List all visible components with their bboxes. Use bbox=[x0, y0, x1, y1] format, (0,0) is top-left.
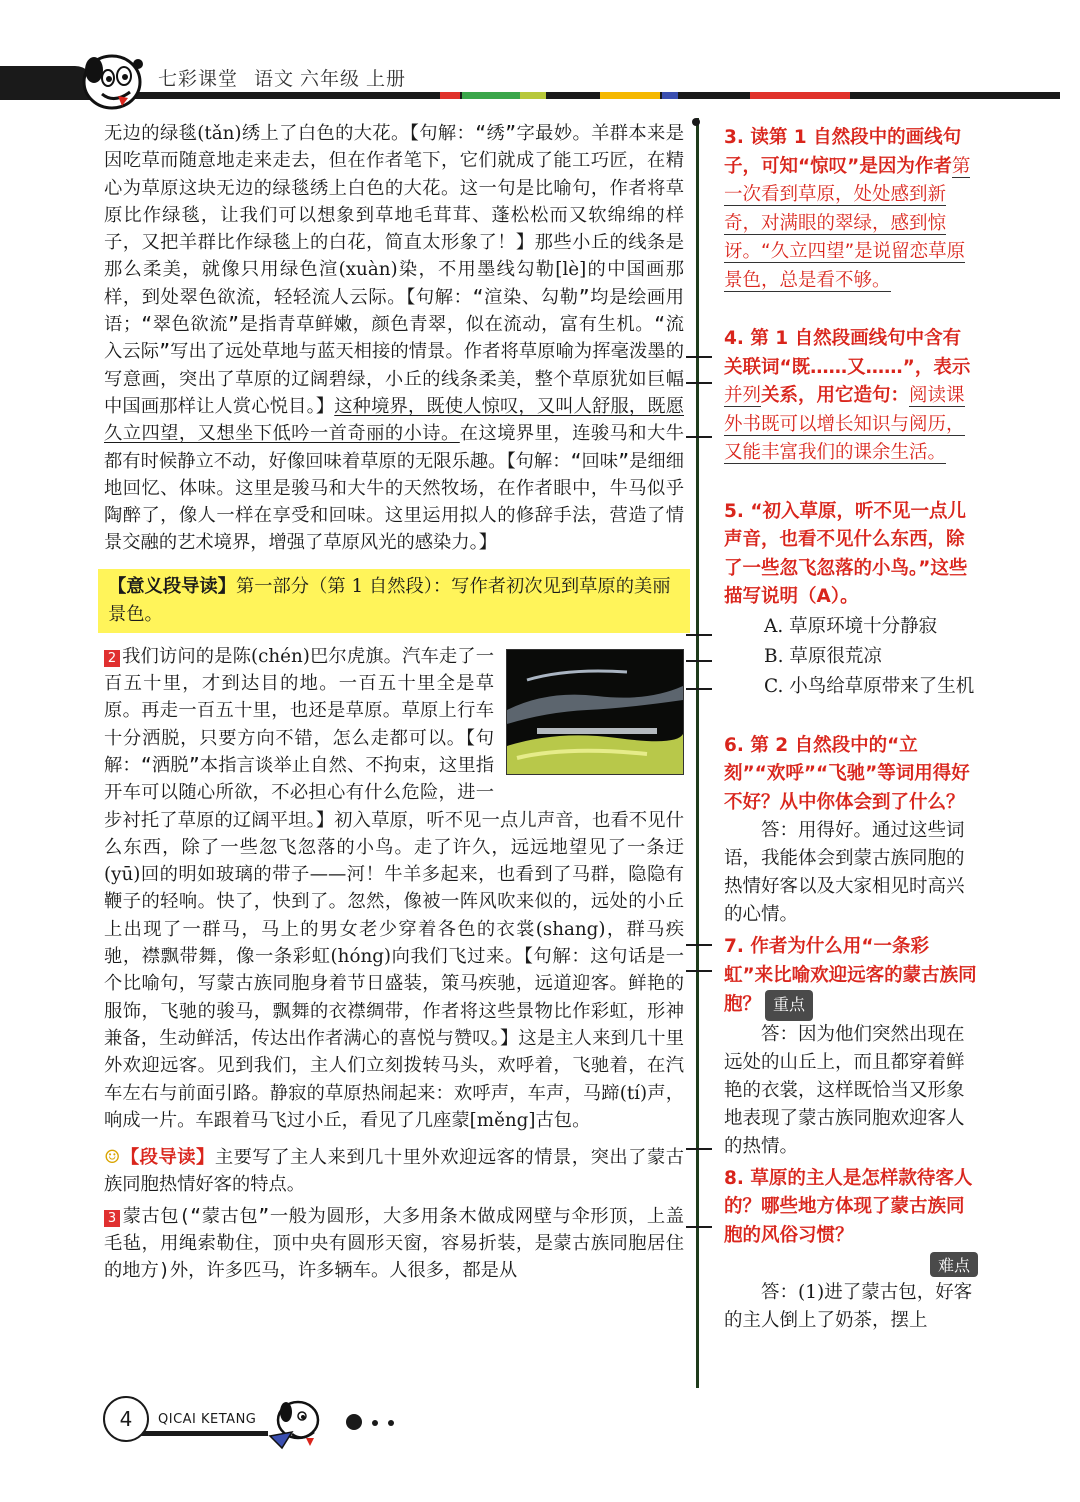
divider-tick bbox=[686, 382, 712, 384]
difficult-point-badge: 难点 bbox=[930, 1252, 978, 1277]
para3-end: 外，许多匹马，许多辆车。人很多，都是从 bbox=[169, 1260, 518, 1282]
footer-dot-small bbox=[388, 1420, 394, 1426]
paragraph-3 bbox=[104, 1203, 684, 1285]
question-column bbox=[724, 124, 978, 1335]
annotation-caihong: 【句解：这句话是一个比喻句，写蒙古族同胞身着节日盛装，策马疾驰，远道迎客。鲜艳的服饰，飞驰的骏马，飘舞的衣襟绸带，作者将这些景物比作彩虹，形神兼备，生动鲜活，传达出作者满心的喜悦与赞叹。】 bbox=[104, 946, 684, 1049]
question-4-mid: 关系，用它造句： bbox=[761, 385, 910, 406]
question-6-text: 6. 第 2 自然段中的“立刻”“欢呼”“飞驰”等词用得好不好？从中你体会到了什么？ bbox=[724, 734, 970, 813]
question-4-relation: 并列 bbox=[724, 385, 762, 406]
divider-tick bbox=[686, 970, 712, 972]
footer-brand: QICAI KETANG bbox=[158, 1412, 257, 1427]
divider-tick bbox=[686, 1226, 712, 1228]
divider-tick bbox=[686, 660, 712, 662]
mascot-icon bbox=[72, 48, 150, 116]
header-stripe-lime bbox=[520, 92, 546, 99]
question-3-text: 3. 读第 1 自然段中的画线句子，可知“惊叹”是因为作者 bbox=[724, 127, 962, 177]
paragraph-2 bbox=[104, 643, 684, 1134]
meaning-section-guide bbox=[98, 569, 690, 633]
option-c: C. 小鸟给草原带来了生机 bbox=[764, 675, 975, 697]
page-number: 4 bbox=[103, 1396, 149, 1442]
para1b: 那些小丘的线条是那么柔美，就像只用绿色渲(xuàn)染，不用墨线勾勒[lè]的中国画那样，到处翠色欲流，轻轻流人云际。 bbox=[104, 232, 685, 308]
annotation-huiwei: 【句解：“回味”是细细地回忆、体味。这里是骏马和大牛的天然牧场，在作者眼中，牛马似乎陶醉了，像人一样在享受和回味。这里运用拟人的修辞手法，营造了情景交融的艺术境界，增强了草原风光的感染力。】 bbox=[104, 450, 684, 554]
header-stripe-yellow bbox=[600, 92, 660, 99]
paragraph-number-2: 2 bbox=[104, 650, 120, 667]
meaning-label: 【意义段导读】 bbox=[108, 575, 236, 597]
question-8-answer: 答：(1)进了蒙古包，好客的主人倒上了奶茶，摆上 bbox=[724, 1282, 973, 1331]
footer-mascot-icon bbox=[262, 1392, 334, 1452]
paragraph-number-3: 3 bbox=[104, 1210, 120, 1227]
divider-top-dot bbox=[692, 118, 700, 126]
divider-tick bbox=[686, 356, 712, 358]
para2c: 这是主人来到几十里外欢迎远客。见到我们，主人们立刻拨转马头，欢呼着，飞驰着，在汽车左右与前面引路。静寂的草原热闹起来：欢呼声，车声，马蹄(tí)声，响成一片。车跟着马飞过小丘，看见了几座蒙[měng]古包。 bbox=[104, 1027, 685, 1131]
header-grade: 六年级 bbox=[300, 68, 361, 90]
question-6 bbox=[724, 732, 978, 818]
header-volume: 上册 bbox=[366, 68, 407, 90]
annotation-xiu: 【句解：“绣”字最妙。羊群本来是因吃草而随意地走来走去，但在作者笔下，它们就成了能工巧匠，在精心为草原这块无边的绿毯绣上白色的大花。这一句是比喻句，作者将草原比作绿毯，让我们可以想象到草地毛茸茸、蓬松松而又软绵绵的样子，又把羊群比作绿毯上的白花，简直太形象了！】 bbox=[104, 123, 684, 254]
annotation-menggubao: (“蒙古包”一般为圆形，大多用条木做成网壁与伞形顶，上盖毛毡，用绳索勒住，顶中央有圆形天窗，容易折装，是蒙古族同胞居住的地方) bbox=[104, 1205, 684, 1282]
question-3-answer: 第一次看到草原，处处感到新奇，对满眼的翠绿，感到惊讶。“久立四望”是说留恋草原景色，总是看不够。 bbox=[724, 155, 971, 291]
header-series: 七彩课堂 bbox=[158, 68, 239, 90]
para1a: 无边的绿毯(tǎn)绣上了白色的大花。 bbox=[104, 123, 410, 144]
option-b: B. 草原很荒凉 bbox=[764, 645, 882, 667]
question-8-text: 8. 草原的主人是怎样款待客人的？哪些地方体现了蒙古族同胞的风俗习惯？ bbox=[724, 1167, 973, 1246]
footer-dot-large bbox=[346, 1414, 362, 1430]
annotation-xuanran: 【句解：“渲染、勾勒”均是绘画用语；“翠色欲流”是指青草鲜嫩，颜色青翠，似在流动，富有生机。“流入云际”写出了远处草地与蓝天相接的情景。作者将草原喻为挥毫泼墨的写意画，突出了草原的辽阔碧绿，小丘的线条柔美，整个草原犹如巨幅中国画那样让人赏心悦目。】 bbox=[104, 286, 685, 417]
header-stripe-red bbox=[440, 92, 460, 99]
annotation-satuo: 【句解：“洒脱”本指言谈举止自然、不拘束，这里指开车可以随心所欲，不必担心有什么危险，进一步衬托了草原的辽阔平坦。】 bbox=[104, 727, 495, 831]
header-stripe-red2 bbox=[750, 92, 850, 99]
meaning-text: 第一部分（第 1 自然段）：写作者初次见到草原的美丽景色。 bbox=[108, 575, 671, 625]
header-stripe-blue bbox=[662, 92, 678, 99]
guide-label: 【段导读】 bbox=[120, 1147, 215, 1169]
header-stripe-green bbox=[462, 92, 520, 99]
para3-word: 蒙古包 bbox=[122, 1205, 180, 1227]
para1d: 在这境界里，连骏马和大牛都有时候静立不动，好像回味着草原的无限乐趣。 bbox=[104, 423, 685, 472]
divider-tick bbox=[686, 436, 712, 438]
para2b: 初入草原，听不见一点儿声音，也看不见什么东西，除了一些忽飞忽落的小鸟。走了许久，远远地望见了一条迂(yū)回的明如玻璃的带子——河！牛羊多起来，也看到了马群，隐隐有鞭子的轻响。快了，快到了。忽然，像被一阵风吹来似的，远处的小丘上出现了一群马，马上的男女老少穿着各色的衣裳(shang)，群马疾驰，襟飘带舞，像一条彩虹(hóng)向我们飞过来。 bbox=[104, 809, 684, 968]
header-title bbox=[158, 64, 422, 91]
divider-tick bbox=[686, 944, 712, 946]
divider-tick bbox=[686, 634, 712, 636]
grassland-river-image bbox=[506, 649, 684, 775]
question-5 bbox=[724, 498, 978, 612]
header-subject: 语文 bbox=[254, 68, 295, 90]
divider-tick bbox=[686, 688, 712, 690]
question-7 bbox=[724, 933, 978, 1021]
question-3 bbox=[724, 124, 978, 295]
question-4-text: 4. 第 1 自然段画线句中含有关联词“既……又……”，表示 bbox=[724, 328, 971, 378]
footer-dot-small bbox=[372, 1420, 378, 1426]
guide-text: 主要写了主人来到几十里外欢迎远客的情景，突出了蒙古族同胞热情好客的特点。 bbox=[104, 1147, 685, 1196]
question-4-answer: 阅读课外书既可以增长知识与阅历，又能丰富我们的课余生活。 bbox=[724, 385, 965, 463]
column-divider bbox=[696, 118, 699, 1388]
footer-bar bbox=[128, 1431, 268, 1436]
question-7-answer: 答：因为他们突然出现在远处的山丘上，而且都穿着鲜艳的衣裳，这样既恰当又形象地表现了蒙古族同胞欢迎客人的热情。 bbox=[724, 1023, 965, 1157]
divider-tick bbox=[686, 1148, 712, 1150]
key-point-badge: 重点 bbox=[765, 990, 813, 1021]
section-guide: ☺【段导读】主要写了主人来到几十里外欢迎远客的情景，突出了蒙古族同胞热情好客的特点。 bbox=[104, 1147, 685, 1196]
paragraph-1 bbox=[104, 120, 684, 557]
question-4 bbox=[724, 325, 978, 468]
para2a: 我们访问的是陈(chén)巴尔虎旗。汽车走了一百五十里，才到达目的地。一百五十里全是草原。再走一百五十里，也还是草原。草原上行车十分洒脱，只要方向不错，怎么走都可以。 bbox=[104, 645, 494, 749]
question-5-text: 5. “初入草原，听不见一点儿声音，也看不见什么东西，除了一些忽飞忽落的小鸟。”这些描写说明（A）。 bbox=[724, 500, 968, 607]
question-7-text: 7. 作者为什么用“一条彩虹”来比喻欢迎远客的蒙古族同胞？ bbox=[724, 936, 977, 1015]
question-8 bbox=[724, 1165, 978, 1251]
difficult-badge-row bbox=[724, 1252, 978, 1277]
question-6-answer: 答：用得好。通过这些词语，我能体会到蒙古族同胞的热情好客以及大家相见时高兴的心情。 bbox=[724, 820, 965, 925]
main-text-column bbox=[104, 120, 684, 1285]
option-a: A. 草原环境十分静寂 bbox=[764, 615, 938, 637]
underlined-sentence: 这种境界，既使人惊叹，又叫人舒服，既愿久立四望，又想坐下低吟一首奇丽的小诗。 bbox=[104, 395, 684, 445]
